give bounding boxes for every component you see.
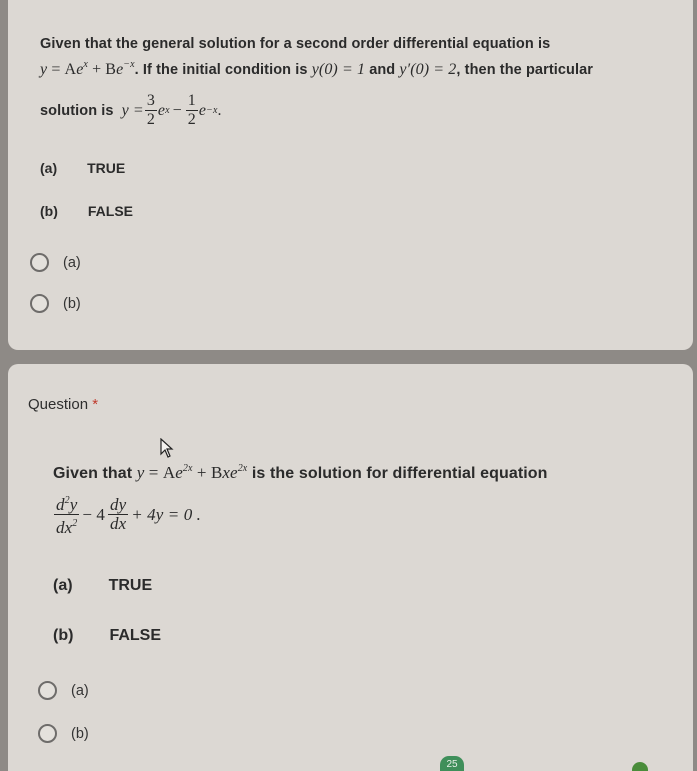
q2-solution: $y = Ae^{2x} + Bxe^{2x}$ [136, 463, 248, 482]
question-card-2 [8, 364, 693, 771]
notification-badge: 25 [440, 756, 464, 771]
required-mark: * [92, 396, 99, 413]
q2-differential-equation: $\frac{d^2y}{dx^2}$ − 4 $\frac{dy}{dx}$ + 4y = 0 . [53, 492, 201, 537]
q2-option-b: (b) FALSE [53, 627, 161, 644]
question-title: Question * [28, 396, 99, 413]
radio-button[interactable] [38, 681, 57, 700]
radio-button[interactable] [30, 294, 49, 313]
q1-option-a: (a) TRUE [40, 160, 126, 176]
q1-text-line1: Given that the general solution for a second order differential equation is [40, 36, 551, 52]
q2-radio-b[interactable]: (b) [38, 724, 89, 743]
q2-text-line1: Given that $y = Ae^{2x} + Bxe^{2x}$ is the solution for differential equation [53, 463, 548, 482]
q1-particular-solution: y = $\frac{3}{2}$ e x − $\frac{1}{2}$ e −x . [121, 92, 222, 128]
radio-button[interactable] [38, 724, 57, 743]
q1-condition-1: y(0) = 1 [311, 61, 366, 78]
q1-text-line3: solution is y = $\frac{3}{2}$ e x − $\frac{1}{2}$ e −x . [40, 92, 222, 128]
q1-text-line2: $y = Ae^x + Be^{-x}$. If the initial condition is y(0) = 1 and y′(0) = 2, then the particular [40, 59, 594, 78]
q1-condition-2: y′(0) = 2 [399, 61, 457, 78]
radio-button[interactable] [30, 253, 49, 272]
mouse-cursor-icon [160, 438, 174, 458]
q1-general-solution: $y = Ae^x + Be^{-x}$ [40, 59, 135, 78]
q2-option-a: (a) TRUE [53, 577, 153, 594]
app-icon [632, 762, 648, 771]
q1-radio-a[interactable]: (a) [30, 253, 81, 272]
q1-radio-b[interactable]: (b) [30, 294, 81, 313]
q1-option-b: (b) FALSE [40, 203, 134, 219]
q2-radio-a[interactable]: (a) [38, 681, 89, 700]
